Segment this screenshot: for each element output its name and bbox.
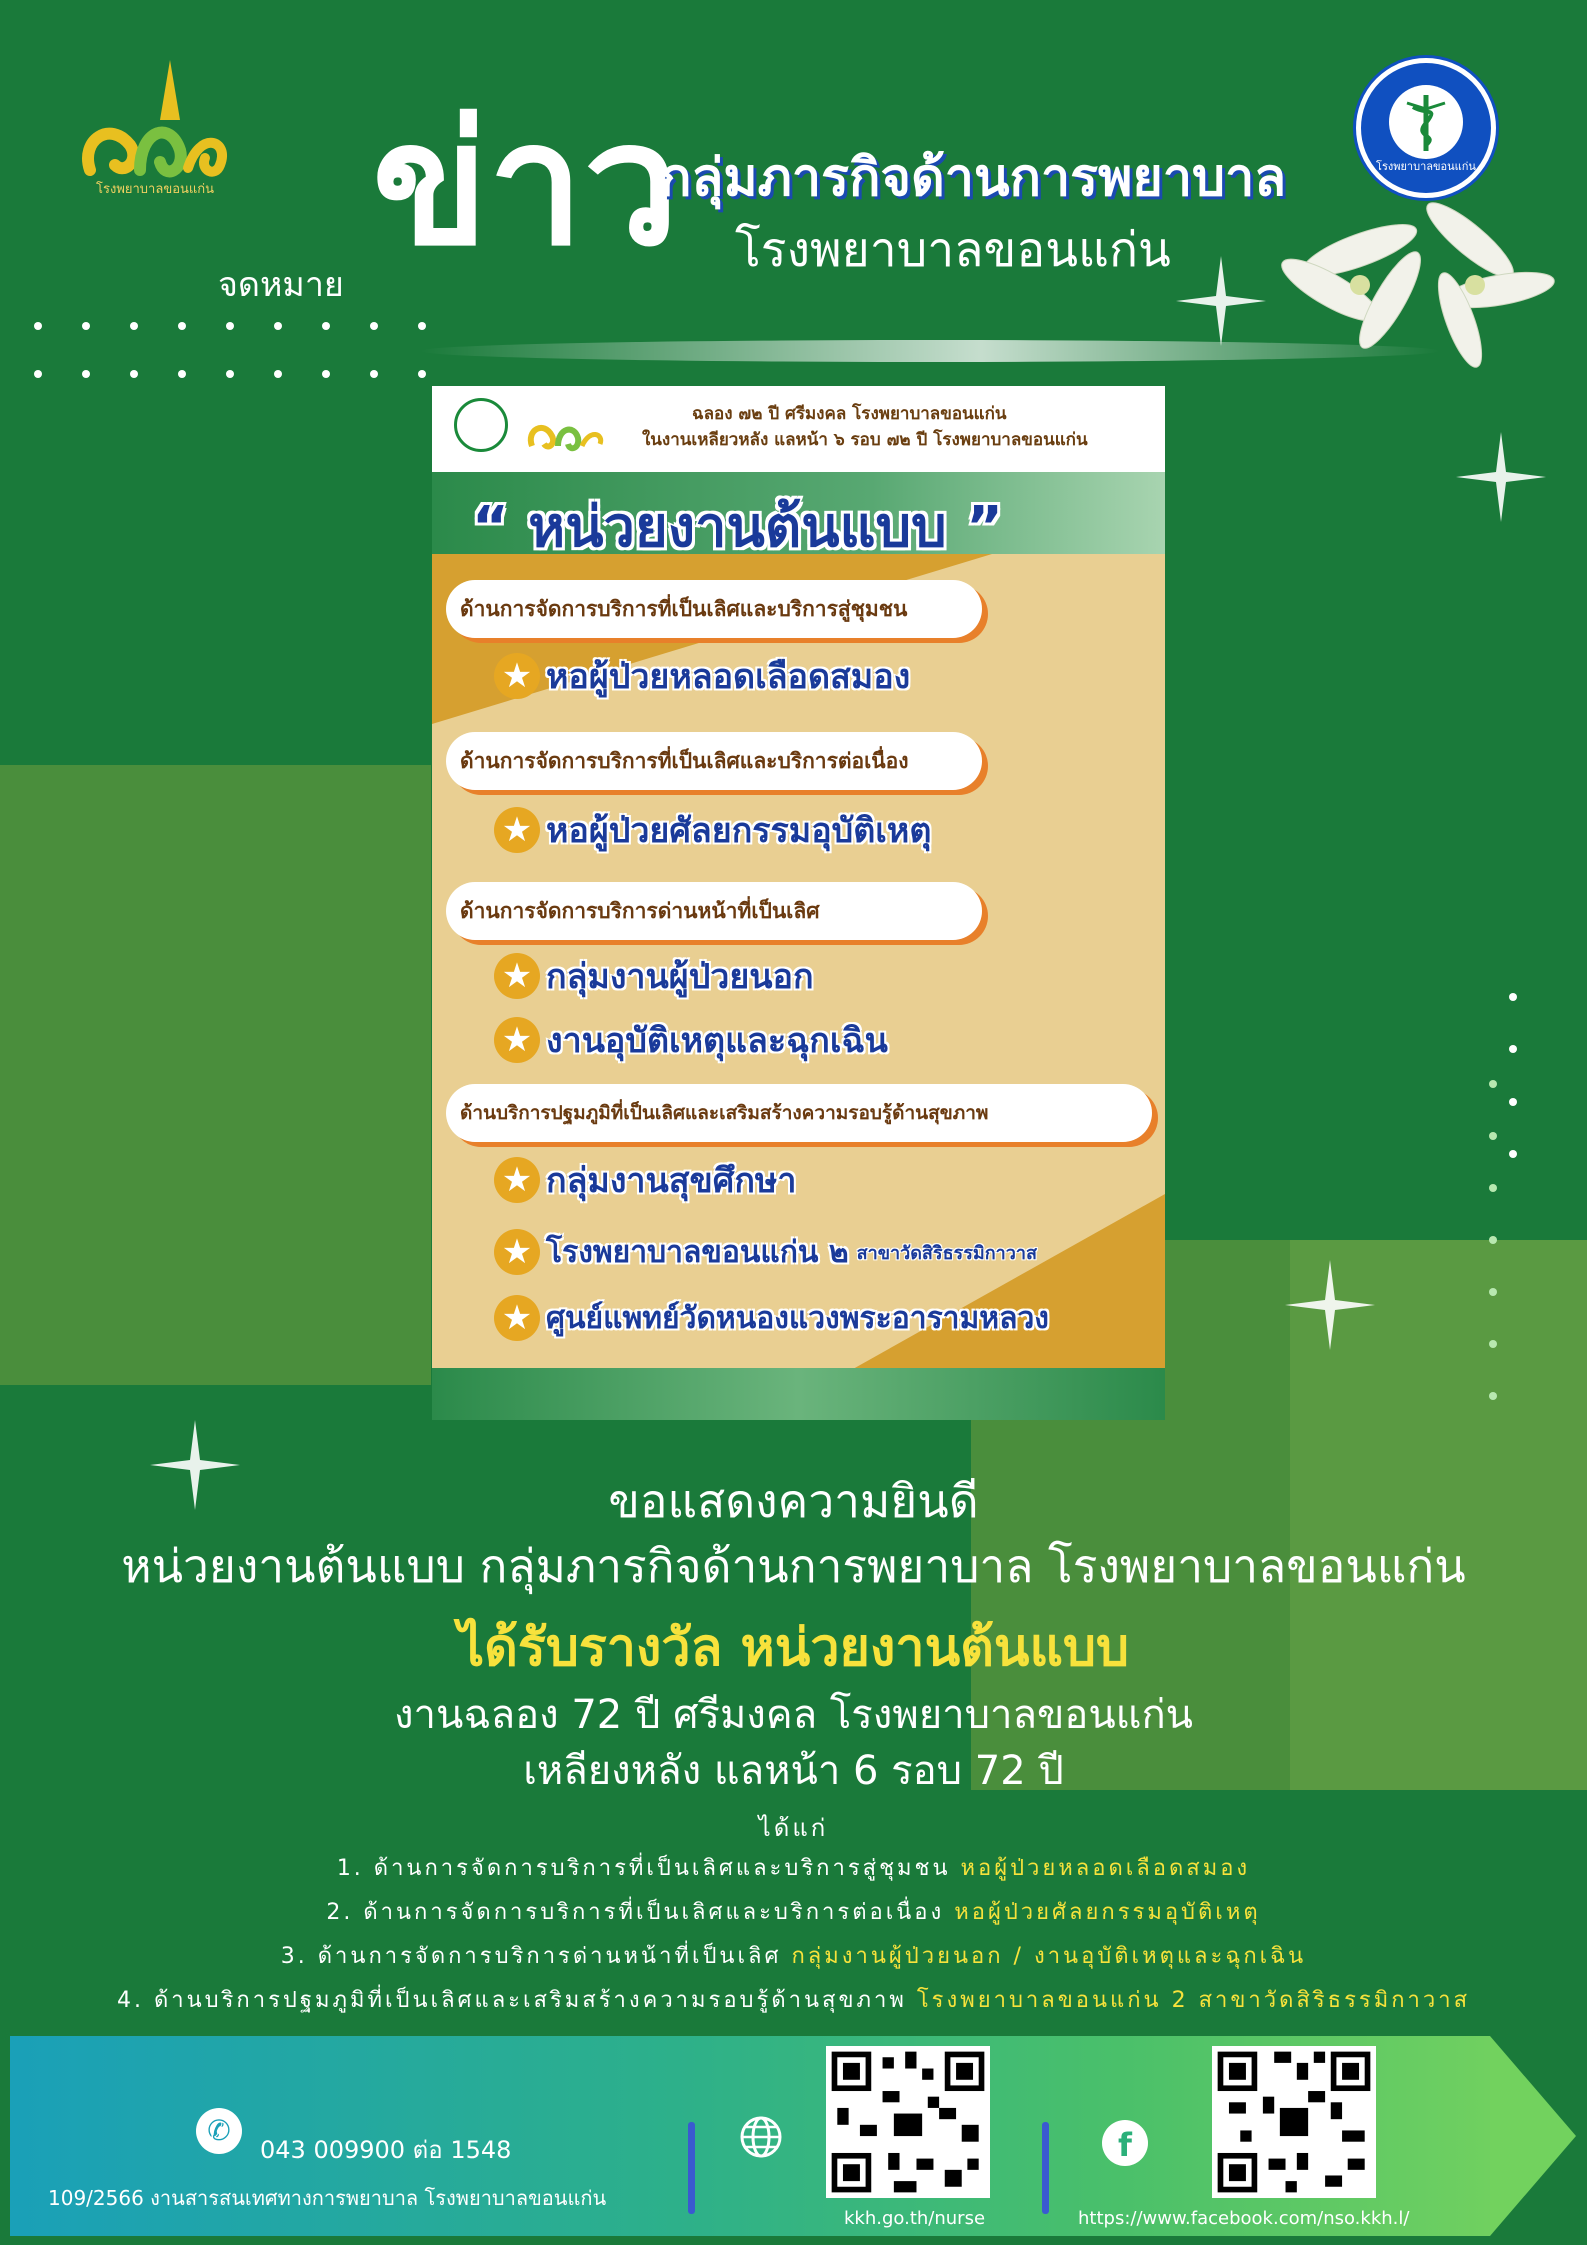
award-list-winner: หอผู้ป่วยศัลยกรรมอุบัติเหตุ [954, 1900, 1261, 1925]
website-qr-code[interactable] [826, 2046, 990, 2198]
sparkle-decoration [1176, 256, 1266, 346]
award-list-winner: โรงพยาบาลขอนแก่น 2 สาขาวัดสิริธรรมิกาวาส [916, 1988, 1471, 2013]
issue-number: 109/2566 งานสารสนเทศทางการพยาบาล โรงพยาบาลขอนแก่น [48, 2186, 607, 2210]
award-item [494, 950, 814, 1002]
award-list-item [0, 1894, 1587, 1929]
award-announcement: ได้รับรางวัล หน่วยงานต้นแบบ [457, 1618, 1130, 1678]
footer-arrow [1490, 2036, 1576, 2236]
sparkle-decoration [1285, 1260, 1375, 1350]
phone-number[interactable]: 043 009900 ต่อ 1548 [260, 2136, 512, 2164]
award-list-category: 4. ด้านบริการปฐมภูมิที่เป็นเลิศและเสริมสร้างความรอบรู้ด้านสุขภาพ [116, 1988, 907, 2013]
award-name: ศูนย์แพทย์วัดหนองแวงพระอารามหลวง [546, 1300, 1049, 1336]
award-name: โรงพยาบาลขอนแก่น ๒ [546, 1234, 849, 1270]
caduceus-icon [1389, 85, 1463, 159]
department-title: กลุ่มภารกิจด้านการพยาบาล [660, 148, 1287, 208]
award-item [494, 1292, 1049, 1344]
star-icon: ★ [494, 807, 540, 853]
award-poster [432, 386, 1165, 1420]
award-list-item [0, 1982, 1587, 2017]
category-pill: ด้านการจัดการบริการด่านหน้าที่เป็นเลิศ [446, 882, 982, 940]
moph-logo [454, 398, 508, 452]
star-icon: ★ [494, 1017, 540, 1063]
award-list-category: 2. ด้านการจัดการบริการที่เป็นเลิศและบริการต่อเนื่อง [326, 1900, 945, 1925]
nurse-logo-caption: โรงพยาบาลขอนแก่น [1376, 160, 1476, 173]
contact-footer [10, 2036, 1570, 2236]
event-subtitle: เหลียงหลัง แลหน้า 6 รอบ 72 ปี [523, 1748, 1064, 1794]
divider [688, 2122, 695, 2214]
poster-header [432, 386, 1165, 472]
light-streak-decoration [420, 340, 1440, 362]
given-to-label: ได้แก่ [758, 1814, 829, 1842]
star-icon: ★ [494, 1229, 540, 1275]
globe-icon [738, 2114, 784, 2160]
award-name: กลุ่มงานสุขศึกษา [546, 1161, 797, 1201]
award-item [494, 1154, 796, 1206]
newsletter-label: จดหมาย [218, 265, 344, 305]
award-item [494, 804, 931, 856]
event-name: งานฉลอง 72 ปี ศรีมงคล โรงพยาบาลขอนแก่น [393, 1692, 1194, 1738]
award-name: งานอุบัติเหตุและฉุกเฉิน [546, 1021, 888, 1061]
award-list-category: 3. ด้านการจัดการบริการด่านหน้าที่เป็นเลิศ [280, 1944, 782, 1969]
award-name: กลุ่มงานผู้ป่วยนอก [546, 957, 814, 997]
logo-72-caption: โรงพยาบาลขอนแก่น [96, 182, 215, 197]
hospital-name: โรงพยาบาลขอนแก่น [735, 222, 1171, 278]
star-icon: ★ [494, 1295, 540, 1341]
award-branch: สาขาวัดสิริธรรมิกาวาส [856, 1242, 1037, 1264]
award-list-winner: กลุ่มงานผู้ป่วยนอก / งานอุบัติเหตุและฉุกเฉิน [791, 1944, 1307, 1969]
background-block-left [0, 765, 431, 1385]
poster-header-line1: ฉลอง ๗๒ ปี ศรีมงคล โรงพยาบาลขอนแก่น [692, 404, 1007, 424]
facebook-icon: f [1102, 2120, 1148, 2166]
congrats-heading: ขอแสดงความยินดี [608, 1474, 979, 1528]
award-item [494, 1226, 1037, 1278]
award-list-item [0, 1850, 1587, 1885]
star-icon: ★ [494, 1157, 540, 1203]
facebook-qr-code[interactable] [1212, 2046, 1376, 2198]
category-pill: ด้านบริการปฐมภูมิที่เป็นเลิศและเสริมสร้างความรอบรู้ด้านสุขภาพ [446, 1084, 1152, 1142]
phone-icon: ✆ [196, 2108, 242, 2154]
award-list-category: 1. ด้านการจัดการบริการที่เป็นเลิศและบริการสู่ชุมชน [336, 1856, 951, 1881]
poster-logo-72 [524, 394, 620, 458]
award-name: หอผู้ป่วยศัลยกรรมอุบัติเหตุ [546, 811, 932, 851]
sparkle-decoration [1456, 432, 1546, 522]
news-headline: ข่าว [372, 86, 680, 284]
award-list-winner: หอผู้ป่วยหลอดเลือดสมอง [960, 1856, 1251, 1881]
award-list-item [0, 1938, 1587, 1973]
award-name: หอผู้ป่วยหลอดเลือดสมอง [546, 657, 911, 697]
poster-title: “ หน่วยงานต้นแบบ ” [472, 495, 1003, 560]
poster-header-line2: ในงานเหลียวหลัง แลหน้า ๖ รอบ ๗๒ ปี โรงพยาบาลขอนแก่น [642, 430, 1088, 450]
poster-footer-band [432, 1368, 1165, 1420]
category-pill: ด้านการจัดการบริการที่เป็นเลิศและบริการต่อเนื่อง [446, 732, 982, 790]
congrats-units: หน่วยงานต้นแบบ กลุ่มภารกิจด้านการพยาบาล โรงพยาบาลขอนแก่น [121, 1539, 1466, 1593]
facebook-url[interactable]: https://www.facebook.com/nso.kkh.l/ [1078, 2208, 1410, 2229]
star-icon: ★ [494, 653, 540, 699]
star-icon: ★ [494, 953, 540, 999]
award-item [494, 1014, 888, 1066]
category-pill: ด้านการจัดการบริการที่เป็นเลิศและบริการสู่ชุมชน [446, 580, 982, 638]
award-item [494, 650, 910, 702]
nurse-logo [1356, 58, 1496, 198]
website-url[interactable]: kkh.go.th/nurse [844, 2208, 986, 2229]
divider [1042, 2122, 1049, 2214]
flowers-decoration [1240, 180, 1570, 370]
